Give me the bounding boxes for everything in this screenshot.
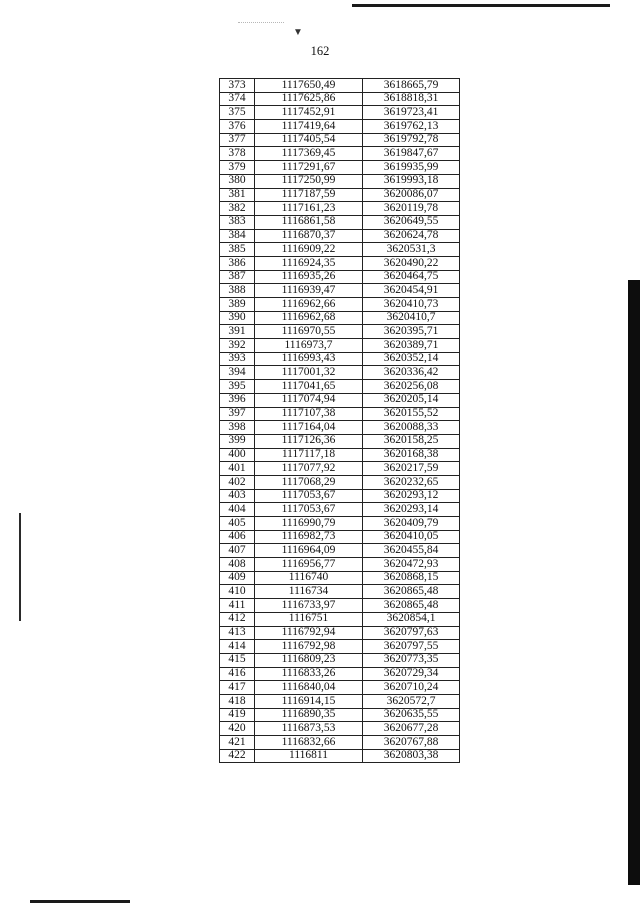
x-coordinate-cell: 1116733,97 [255,599,363,613]
x-coordinate-cell: 1117164,04 [255,421,363,435]
table-row [220,366,460,380]
y-coordinate-cell: 3620454,91 [363,284,460,298]
point-number-cell: 388 [220,284,255,298]
table-row [220,475,460,489]
x-coordinate-cell: 1116861,58 [255,215,363,229]
point-number-cell: 419 [220,708,255,722]
point-number-cell: 408 [220,558,255,572]
y-coordinate-cell: 3620293,14 [363,503,460,517]
y-coordinate-cell: 3620410,73 [363,298,460,312]
y-coordinate-cell: 3620395,71 [363,325,460,339]
point-number-cell: 400 [220,448,255,462]
y-coordinate-cell: 3620797,55 [363,640,460,654]
x-coordinate-cell: 1116956,77 [255,558,363,572]
point-number-cell: 414 [220,640,255,654]
y-coordinate-cell: 3620088,33 [363,421,460,435]
x-coordinate-cell: 1117117,18 [255,448,363,462]
y-coordinate-cell: 3620710,24 [363,681,460,695]
y-coordinate-cell: 3620635,55 [363,708,460,722]
table-row [220,133,460,147]
x-coordinate-cell: 1117405,54 [255,133,363,147]
y-coordinate-cell: 3620865,48 [363,599,460,613]
y-coordinate-cell: 3620205,14 [363,393,460,407]
x-coordinate-cell: 1117074,94 [255,393,363,407]
point-number-cell: 409 [220,571,255,585]
y-coordinate-cell: 3620155,52 [363,407,460,421]
y-coordinate-cell: 3620464,75 [363,270,460,284]
y-coordinate-cell: 3620232,65 [363,475,460,489]
coordinates-table-body [220,79,460,763]
x-coordinate-cell: 1117077,92 [255,462,363,476]
y-coordinate-cell: 3620729,34 [363,667,460,681]
x-coordinate-cell: 1116840,04 [255,681,363,695]
point-number-cell: 396 [220,393,255,407]
x-coordinate-cell: 1116832,66 [255,736,363,750]
x-coordinate-cell: 1117161,23 [255,202,363,216]
table-row [220,380,460,394]
y-coordinate-cell: 3620773,35 [363,653,460,667]
table-row [220,215,460,229]
y-coordinate-cell: 3620455,84 [363,544,460,558]
x-coordinate-cell: 1116924,35 [255,256,363,270]
point-number-cell: 406 [220,530,255,544]
point-number-cell: 380 [220,174,255,188]
y-coordinate-cell: 3619993,18 [363,174,460,188]
scan-edge-line-bottom [30,900,130,903]
point-number-cell: 378 [220,147,255,161]
x-coordinate-cell: 1117187,59 [255,188,363,202]
table-row [220,243,460,257]
x-coordinate-cell: 1117625,86 [255,92,363,106]
point-number-cell: 398 [220,421,255,435]
point-number-cell: 384 [220,229,255,243]
y-coordinate-cell: 3619847,67 [363,147,460,161]
x-coordinate-cell: 1116792,98 [255,640,363,654]
point-number-cell: 394 [220,366,255,380]
table-row [220,736,460,750]
x-coordinate-cell: 1117650,49 [255,79,363,93]
x-coordinate-cell: 1116890,35 [255,708,363,722]
point-number-cell: 393 [220,352,255,366]
table-row [220,92,460,106]
point-number-cell: 385 [220,243,255,257]
point-number-cell: 403 [220,489,255,503]
table-row [220,421,460,435]
point-number-cell: 410 [220,585,255,599]
y-coordinate-cell: 3619792,78 [363,133,460,147]
point-number-cell: 407 [220,544,255,558]
y-coordinate-cell: 3619935,99 [363,161,460,175]
table-row [220,407,460,421]
table-row [220,434,460,448]
y-coordinate-cell: 3620677,28 [363,722,460,736]
y-coordinate-cell: 3620217,59 [363,462,460,476]
x-coordinate-cell: 1116809,23 [255,653,363,667]
x-coordinate-cell: 1117291,67 [255,161,363,175]
point-number-cell: 386 [220,256,255,270]
point-number-cell: 387 [220,270,255,284]
x-coordinate-cell: 1117001,32 [255,366,363,380]
point-number-cell: 382 [220,202,255,216]
table-row [220,599,460,613]
table-row [220,325,460,339]
y-coordinate-cell: 3620410,05 [363,530,460,544]
y-coordinate-cell: 3620854,1 [363,612,460,626]
y-coordinate-cell: 3620865,48 [363,585,460,599]
point-number-cell: 376 [220,120,255,134]
point-number-cell: 417 [220,681,255,695]
table-row [220,489,460,503]
point-number-cell: 422 [220,749,255,763]
x-coordinate-cell: 1116982,73 [255,530,363,544]
x-coordinate-cell: 1116964,09 [255,544,363,558]
y-coordinate-cell: 3620624,78 [363,229,460,243]
x-coordinate-cell: 1116990,79 [255,517,363,531]
table-row [220,749,460,763]
y-coordinate-cell: 3620572,7 [363,694,460,708]
point-number-cell: 381 [220,188,255,202]
table-row [220,311,460,325]
y-coordinate-cell: 3619762,13 [363,120,460,134]
x-coordinate-cell: 1116962,66 [255,298,363,312]
table-row [220,161,460,175]
point-number-cell: 379 [220,161,255,175]
table-row [220,694,460,708]
table-row [220,188,460,202]
table-row [220,708,460,722]
table-row [220,284,460,298]
table-row [220,120,460,134]
y-coordinate-cell: 3620256,08 [363,380,460,394]
point-number-cell: 389 [220,298,255,312]
table-row [220,503,460,517]
stamp-dot-icon: ▼ [293,27,303,38]
x-coordinate-cell: 1116909,22 [255,243,363,257]
y-coordinate-cell: 3620119,78 [363,202,460,216]
x-coordinate-cell: 1116873,53 [255,722,363,736]
x-coordinate-cell: 1116914,15 [255,694,363,708]
x-coordinate-cell: 1116993,43 [255,352,363,366]
y-coordinate-cell: 3620531,3 [363,243,460,257]
coordinates-table [219,78,460,763]
x-coordinate-cell: 1117419,64 [255,120,363,134]
point-number-cell: 401 [220,462,255,476]
x-coordinate-cell: 1116970,55 [255,325,363,339]
table-row [220,626,460,640]
point-number-cell: 416 [220,667,255,681]
y-coordinate-cell: 3620803,38 [363,749,460,763]
x-coordinate-cell: 1116973,7 [255,339,363,353]
x-coordinate-cell: 1116811 [255,749,363,763]
x-coordinate-cell: 1117452,91 [255,106,363,120]
table-row [220,667,460,681]
point-number-cell: 418 [220,694,255,708]
x-coordinate-cell: 1116734 [255,585,363,599]
x-coordinate-cell: 1117250,99 [255,174,363,188]
table-row [220,79,460,93]
x-coordinate-cell: 1117053,67 [255,503,363,517]
point-number-cell: 420 [220,722,255,736]
y-coordinate-cell: 3620168,38 [363,448,460,462]
table-row [220,571,460,585]
point-number-cell: 395 [220,380,255,394]
x-coordinate-cell: 1116939,47 [255,284,363,298]
table-row [220,517,460,531]
y-coordinate-cell: 3620649,55 [363,215,460,229]
point-number-cell: 373 [220,79,255,93]
table-row [220,339,460,353]
y-coordinate-cell: 3620797,63 [363,626,460,640]
stamp-mark [238,12,284,23]
y-coordinate-cell: 3619723,41 [363,106,460,120]
point-number-cell: 390 [220,311,255,325]
y-coordinate-cell: 3620472,93 [363,558,460,572]
y-coordinate-cell: 3618665,79 [363,79,460,93]
x-coordinate-cell: 1116792,94 [255,626,363,640]
x-coordinate-cell: 1116870,37 [255,229,363,243]
table-row [220,653,460,667]
table-row [220,202,460,216]
table-row [220,640,460,654]
point-number-cell: 377 [220,133,255,147]
x-coordinate-cell: 1117068,29 [255,475,363,489]
table-row [220,544,460,558]
x-coordinate-cell: 1117053,67 [255,489,363,503]
y-coordinate-cell: 3620352,14 [363,352,460,366]
point-number-cell: 405 [220,517,255,531]
point-number-cell: 421 [220,736,255,750]
point-number-cell: 391 [220,325,255,339]
y-coordinate-cell: 3620767,88 [363,736,460,750]
point-number-cell: 404 [220,503,255,517]
y-coordinate-cell: 3620410,7 [363,311,460,325]
y-coordinate-cell: 3620868,15 [363,571,460,585]
x-coordinate-cell: 1116833,26 [255,667,363,681]
y-coordinate-cell: 3620158,25 [363,434,460,448]
y-coordinate-cell: 3620409,79 [363,517,460,531]
table-row [220,270,460,284]
x-coordinate-cell: 1116935,26 [255,270,363,284]
table-row [220,612,460,626]
point-number-cell: 399 [220,434,255,448]
point-number-cell: 412 [220,612,255,626]
table-row [220,448,460,462]
point-number-cell: 375 [220,106,255,120]
scan-artifact-left [19,513,21,621]
point-number-cell: 383 [220,215,255,229]
y-coordinate-cell: 3618818,31 [363,92,460,106]
x-coordinate-cell: 1117126,36 [255,434,363,448]
point-number-cell: 374 [220,92,255,106]
page-number: 162 [310,44,330,58]
table-row [220,393,460,407]
table-row [220,462,460,476]
y-coordinate-cell: 3620086,07 [363,188,460,202]
table-row [220,558,460,572]
x-coordinate-cell: 1116962,68 [255,311,363,325]
table-row [220,256,460,270]
point-number-cell: 415 [220,653,255,667]
scan-artifact-right [628,280,640,885]
table-row [220,298,460,312]
x-coordinate-cell: 1117369,45 [255,147,363,161]
point-number-cell: 397 [220,407,255,421]
point-number-cell: 413 [220,626,255,640]
y-coordinate-cell: 3620293,12 [363,489,460,503]
table-row [220,106,460,120]
table-row [220,147,460,161]
y-coordinate-cell: 3620490,22 [363,256,460,270]
table-row [220,585,460,599]
table-row [220,530,460,544]
x-coordinate-cell: 1116751 [255,612,363,626]
x-coordinate-cell: 1117041,65 [255,380,363,394]
point-number-cell: 411 [220,599,255,613]
table-row [220,681,460,695]
point-number-cell: 402 [220,475,255,489]
point-number-cell: 392 [220,339,255,353]
y-coordinate-cell: 3620336,42 [363,366,460,380]
scan-edge-line-top [352,4,610,7]
y-coordinate-cell: 3620389,71 [363,339,460,353]
table-row [220,352,460,366]
table-row [220,722,460,736]
table-row [220,174,460,188]
x-coordinate-cell: 1117107,38 [255,407,363,421]
x-coordinate-cell: 1116740 [255,571,363,585]
table-row [220,229,460,243]
